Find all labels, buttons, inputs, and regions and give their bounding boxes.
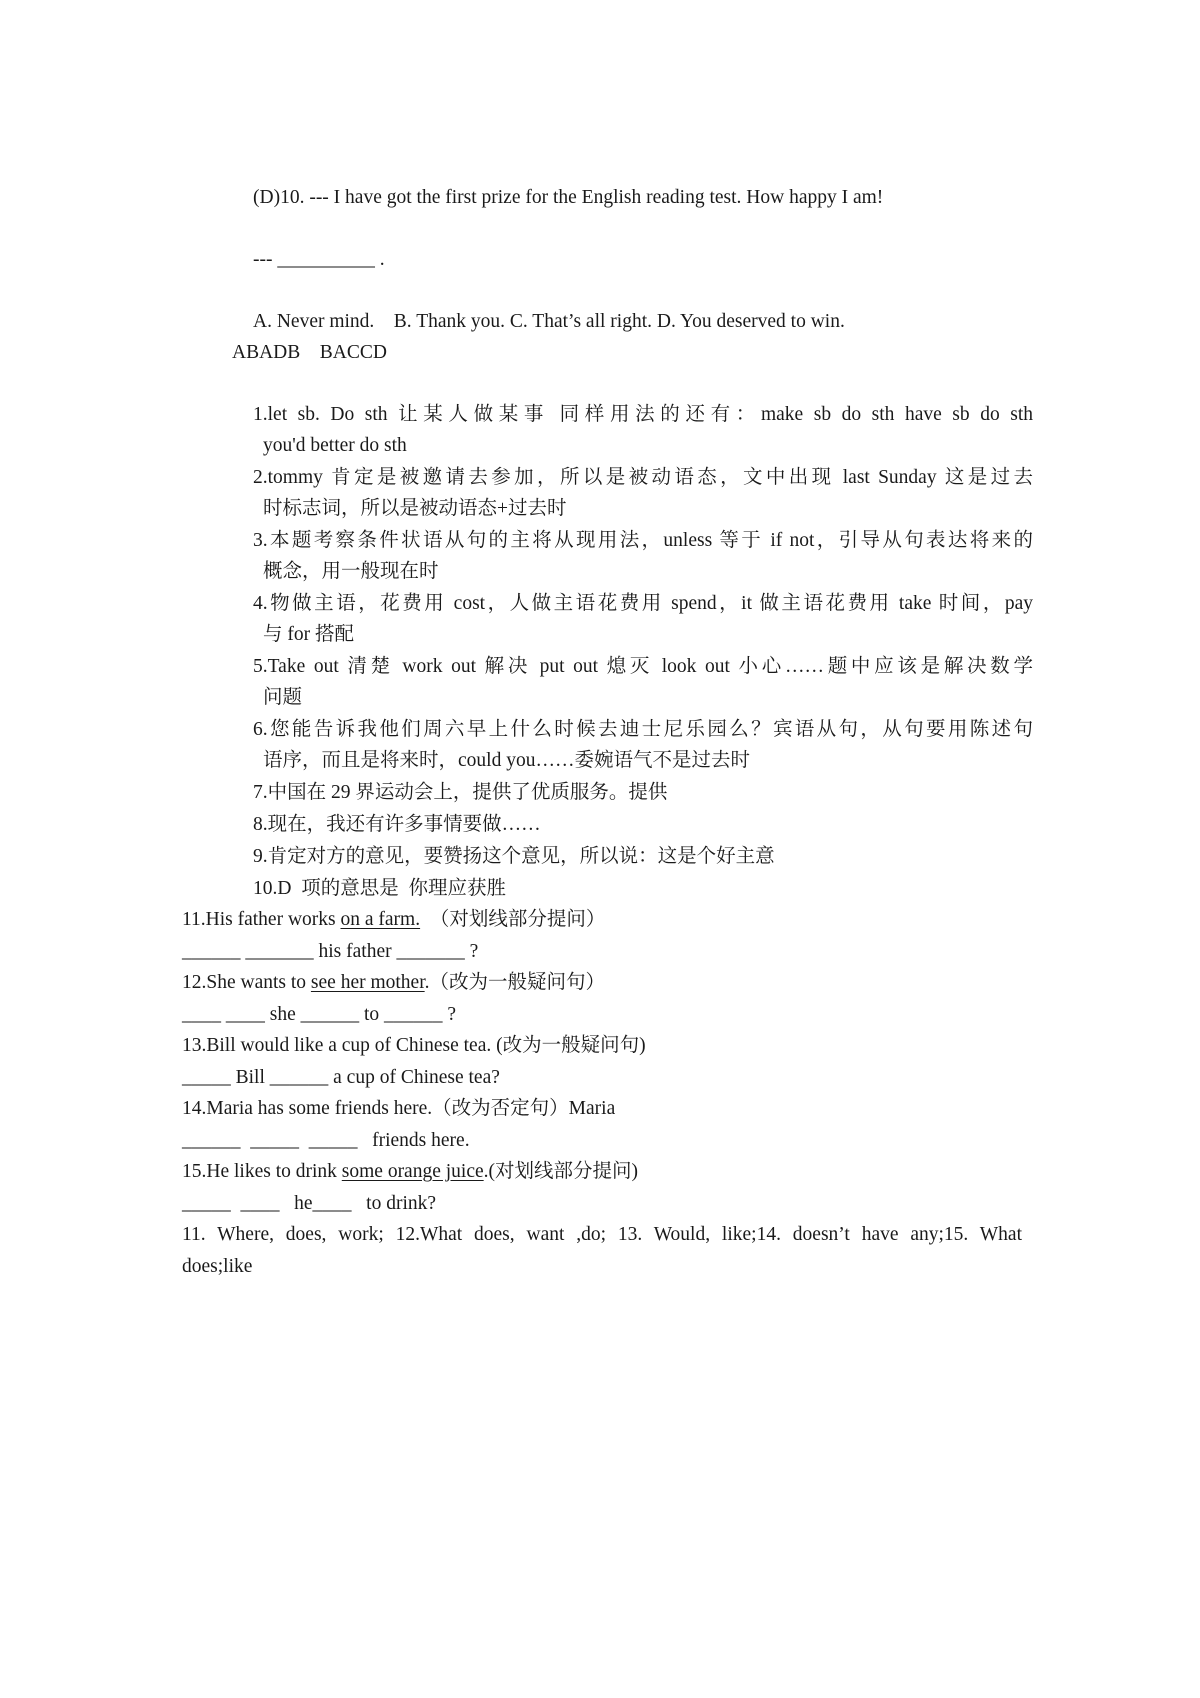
explanation-4-line1: 4.物做主语，花费用 cost，人做主语花费用 spend，it 做主语花费用 take 时间，pay — [253, 593, 1033, 614]
q15-underlined: some orange juice — [341, 1161, 484, 1182]
explanation-6-line1: 6.您能告诉我他们周六早上什么时候去迪士尼乐园么？宾语从句，从句要用陈述句 — [253, 719, 1033, 740]
explanation-8: 8.现在，我还有许多事情要做…… — [253, 814, 541, 835]
explanation-1-line2: you'd better do sth — [263, 435, 407, 456]
explanation-4-line2: 与 for 搭配 — [263, 624, 354, 645]
q15-blank: _____ ____ he____ to drink? — [182, 1193, 437, 1214]
answers-line1: 11. Where, does, work; 12.What does, want ,do; 13. Would, like;14. doesn’t have any;15. What — [182, 1224, 1022, 1245]
explanation-10: 10.D 项的意思是 你理应获胜 — [253, 878, 506, 899]
explanation-5-line2: 问题 — [263, 687, 303, 708]
answers-line2: does;like — [182, 1256, 253, 1277]
explanation-1-line1: 1.let sb. Do sth 让某人做某事 同样用法的还有：make sb do sth have sb do sth — [253, 404, 1033, 425]
q11-prompt: 11.His father works on a farm. （对划线部分提问） — [182, 909, 606, 930]
q13-blank: _____ Bill ______ a cup of Chinese tea? — [182, 1067, 500, 1088]
q14-blank: ______ _____ _____ friends here. — [182, 1130, 470, 1151]
q14-prompt: 14.Maria has some friends here.（改为否定句）Maria — [182, 1098, 616, 1119]
q11-blank: ______ _______ his father _______ ? — [182, 941, 479, 962]
explanation-2-line1: 2.tommy 肯定是被邀请去参加，所以是被动语态，文中出现 last Sunday 这是过去 — [253, 467, 1033, 488]
explanation-5-line1: 5.Take out 清楚 work out 解决 put out 熄灭 look out 小心……题中应该是解决数学 — [253, 656, 1033, 677]
q10-question: (D)10. --- I have got the first prize for the English reading test. How happy I am! — [253, 187, 884, 208]
explanation-7: 7.中国在 29 界运动会上，提供了优质服务。提供 — [253, 782, 668, 803]
explanation-3-line2: 概念，用一般现在时 — [263, 561, 439, 582]
q10-reply: --- __________ . — [253, 249, 385, 270]
explanation-6-line2: 语序，而且是将来时，could you……委婉语气不是过去时 — [263, 750, 750, 771]
explanation-2-line2: 时标志词，所以是被动语态+过去时 — [263, 498, 567, 519]
q12-prompt: 12.She wants to see her mother.（改为一般疑问句） — [182, 972, 606, 993]
answer-key: ABADB BACCD — [232, 342, 387, 363]
explanation-9: 9.肯定对方的意见，要赞扬这个意见，所以说：这是个好主意 — [253, 846, 775, 867]
q15-prompt: 15.He likes to drink some orange juice.(对划线部分提问) — [182, 1161, 639, 1182]
q12-blank: ____ ____ she ______ to ______ ? — [182, 1004, 457, 1025]
q12-underlined: see her mother — [310, 972, 425, 993]
q13-prompt: 13.Bill would like a cup of Chinese tea. (改为一般疑问句) — [182, 1035, 646, 1056]
explanation-3-line1: 3.本题考察条件状语从句的主将从现用法，unless 等于 if not，引导从句表达将来的 — [253, 530, 1033, 551]
q11-underlined: on a farm. — [340, 909, 421, 930]
q10-options: A. Never mind. B. Thank you. C. That’s all right. D. You deserved to win. — [253, 311, 845, 332]
